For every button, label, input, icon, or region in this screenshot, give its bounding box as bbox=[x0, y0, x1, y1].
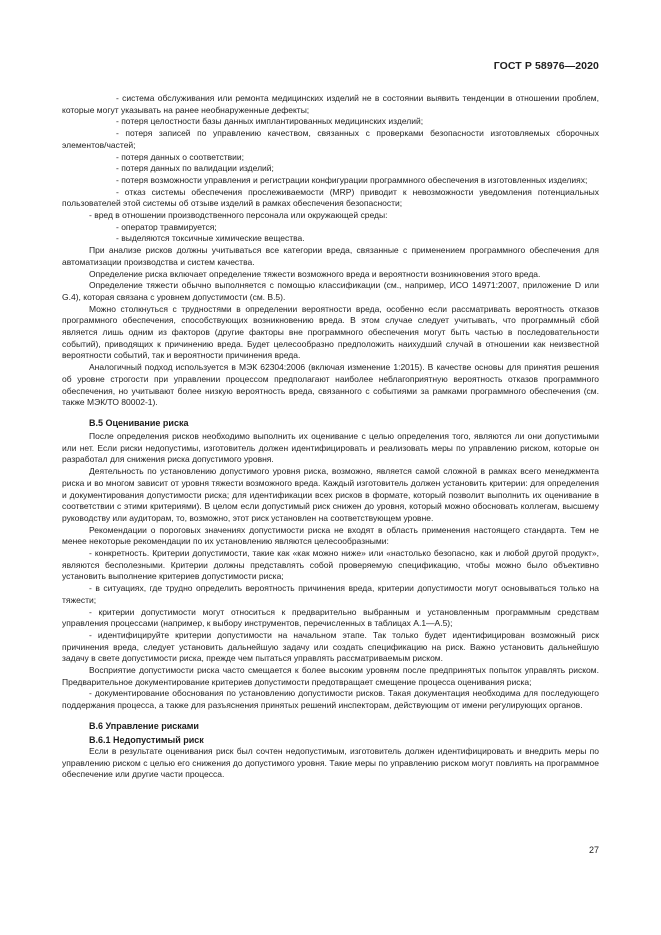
paragraph: Определение риска включает определение тяжести возможного вреда и вероятности возникновения этого вреда. bbox=[89, 268, 541, 279]
section-heading: В.6 Управление рисками bbox=[89, 720, 199, 731]
list-item: - потеря данных по валидации изделий; bbox=[116, 163, 274, 174]
page-number: 27 bbox=[588, 845, 599, 855]
list-item: - выделяются токсичные химические вещества. bbox=[116, 233, 305, 244]
paragraph: Если в результате оценивания риск был сочтен недопустимым, изготовитель должен идентифицировать и внедрить меры по управлению риском с целью его снижения до допустимого уровня. Такие меры по управлению риском могут повлиять на программное обеспечение или другие части процесса. bbox=[62, 745, 599, 780]
paragraph: - конкретность. Критерии допустимости, такие как «как можно ниже» или «настолько безопасно, как и любой другой продукт», являются бесполезными. Критерии должны представлять собой проверяемую спецификацию, чтобы можно было объективно установить выполнение критериев допустимости риска; bbox=[62, 548, 599, 582]
paragraph: - вред в отношении производственного персонала или окружающей среды: bbox=[89, 210, 388, 221]
paragraph: Определение тяжести обычно выполняется с помощью классификации (см., например, ИСО 14971:2007, приложение D или G.4), которая связана с уровнем допустимости (см. В.5). bbox=[62, 280, 599, 302]
paragraph: Можно столкнуться с трудностями в определении вероятности вреда, особенно если рассматривать вероятность отказов программного обеспечения, способствующих возникновению вреда. В этом случае следует учитывать, что программный сбой является лишь одним из факторов (другие факторы вне программного обеспечения могут быть частью в последовательности событий), приводящих к причинению вреда. Будет целесообразно предположить наихудший случай в отношении как неизвестной вероятности событий, так и вероятности причинения вреда. bbox=[62, 303, 599, 361]
paragraph: Деятельность по установлению допустимого уровня риска, возможно, является самой сложной в рамках всего менеджмента риска и во многом зависит от уровня тяжести возможного вреда. Каждый изготовитель должен установить критерии: для определения и документирования допустимости риска; для идентификации всех рисков в формате, который позволит выполнить их оценивание в соответствии с этими критериями). В целом если допустимый риск снижен до уровня, который можно обосновать коллегам, высшему руководству или аудиторам, то, возможно, этот риск установлен на соответствующем уровне. bbox=[62, 466, 599, 523]
list-item: - потеря возможности управления и регистрации конфигурации программного обеспечения в изготовленных изделиях; bbox=[116, 174, 588, 185]
list-item: - отказ системы обеспечения прослеживаемости (MRP) приводит к невозможности уведомления потенциальных пользователей этой системы об отзыве изделий в рамках обеспечения безопасности; bbox=[62, 186, 599, 209]
list-item: - система обслуживания или ремонта медицинских изделий не в состоянии выявить тенденции в отношении проблем, которые могут указывать на ранее необнаруженные дефекты; bbox=[62, 93, 599, 115]
paragraph: - в ситуациях, где трудно определить вероятность причинения вреда, критерии допустимости могут основываться только на тяжести; bbox=[62, 583, 599, 605]
paragraph: При анализе рисков должны учитываться все категории вреда, связанные с применением программного обеспечения для автоматизации производства и систем качества. bbox=[62, 245, 599, 267]
paragraph: - документирование обоснования по установлению допустимости рисков. Такая документация необходима для последующего поддержания процесса, а также для разъяснения принятых решений инспекторам, действующим от имени регулирующих органов. bbox=[62, 688, 599, 711]
paragraph: Аналогичный подход используется в МЭК 62304:2006 (включая изменение 1:2015). В качестве основы для принятия решения об уровне строгости при управлении процессом предполагают наиболее неблагоприятную вероятность отказов программного обеспечения, но учитывают более низкую вероятность вреда, связанного с событиями за рамками программного обеспечения (см. также МЭК/ТО 80002-1). bbox=[62, 362, 599, 408]
list-item: - потеря записей по управлению качеством, связанных с проверками безопасности изготовляемых сборочных элементов/частей; bbox=[62, 128, 599, 150]
list-item: - потеря данных о соответствии; bbox=[116, 151, 245, 162]
paragraph: Рекомендации о пороговых значениях допустимости риска не входят в область применения настоящего стандарта. Тем не менее некоторые рекомендации по их установлению являются целесообразными: bbox=[62, 524, 599, 547]
paragraph: - идентифицируйте критерии допустимости на начальном этапе. Так только будет идентифицирован возможный риск причинения вреда, следует установить дальнейшую задачу или создать спецификацию на риск. Важно установить дальнейшую задачу в свете допустимости риска, прежде чем пытаться управлять рассматриваемым риском. bbox=[62, 629, 599, 664]
paragraph: - критерии допустимости могут относиться к предварительно выбранным и установленным программным средствам управления процессами (например, к выбору инструментов, перечисленных в таблицах А.1—А.5); bbox=[62, 606, 599, 629]
document-header: ГОСТ Р 58976—2020 bbox=[493, 60, 599, 72]
list-item: - потеря целостности базы данных имплантированных медицинских изделий; bbox=[116, 116, 424, 127]
list-item: - оператор травмируется; bbox=[116, 221, 217, 232]
paragraph: Восприятие допустимости риска часто смещается к более высоким уровням после предпринятых попыток управлять риском. Предварительное документирование критериев допустимости предотвращает смещение процесса оценивания риска; bbox=[62, 665, 599, 687]
section-heading: В.5 Оценивание риска bbox=[89, 417, 189, 428]
subsection-heading: В.6.1 Недопустимый риск bbox=[89, 734, 204, 745]
document-body bbox=[62, 93, 599, 781]
paragraph: После определения рисков необходимо выполнить их оценивание с целью определения того, являются ли они допустимыми или нет. Если риски недопустимы, изготовитель должен идентифицировать и реализовать меры по управлению риском, которые он разработал для снижения риска допустимого уровня. bbox=[62, 430, 599, 465]
